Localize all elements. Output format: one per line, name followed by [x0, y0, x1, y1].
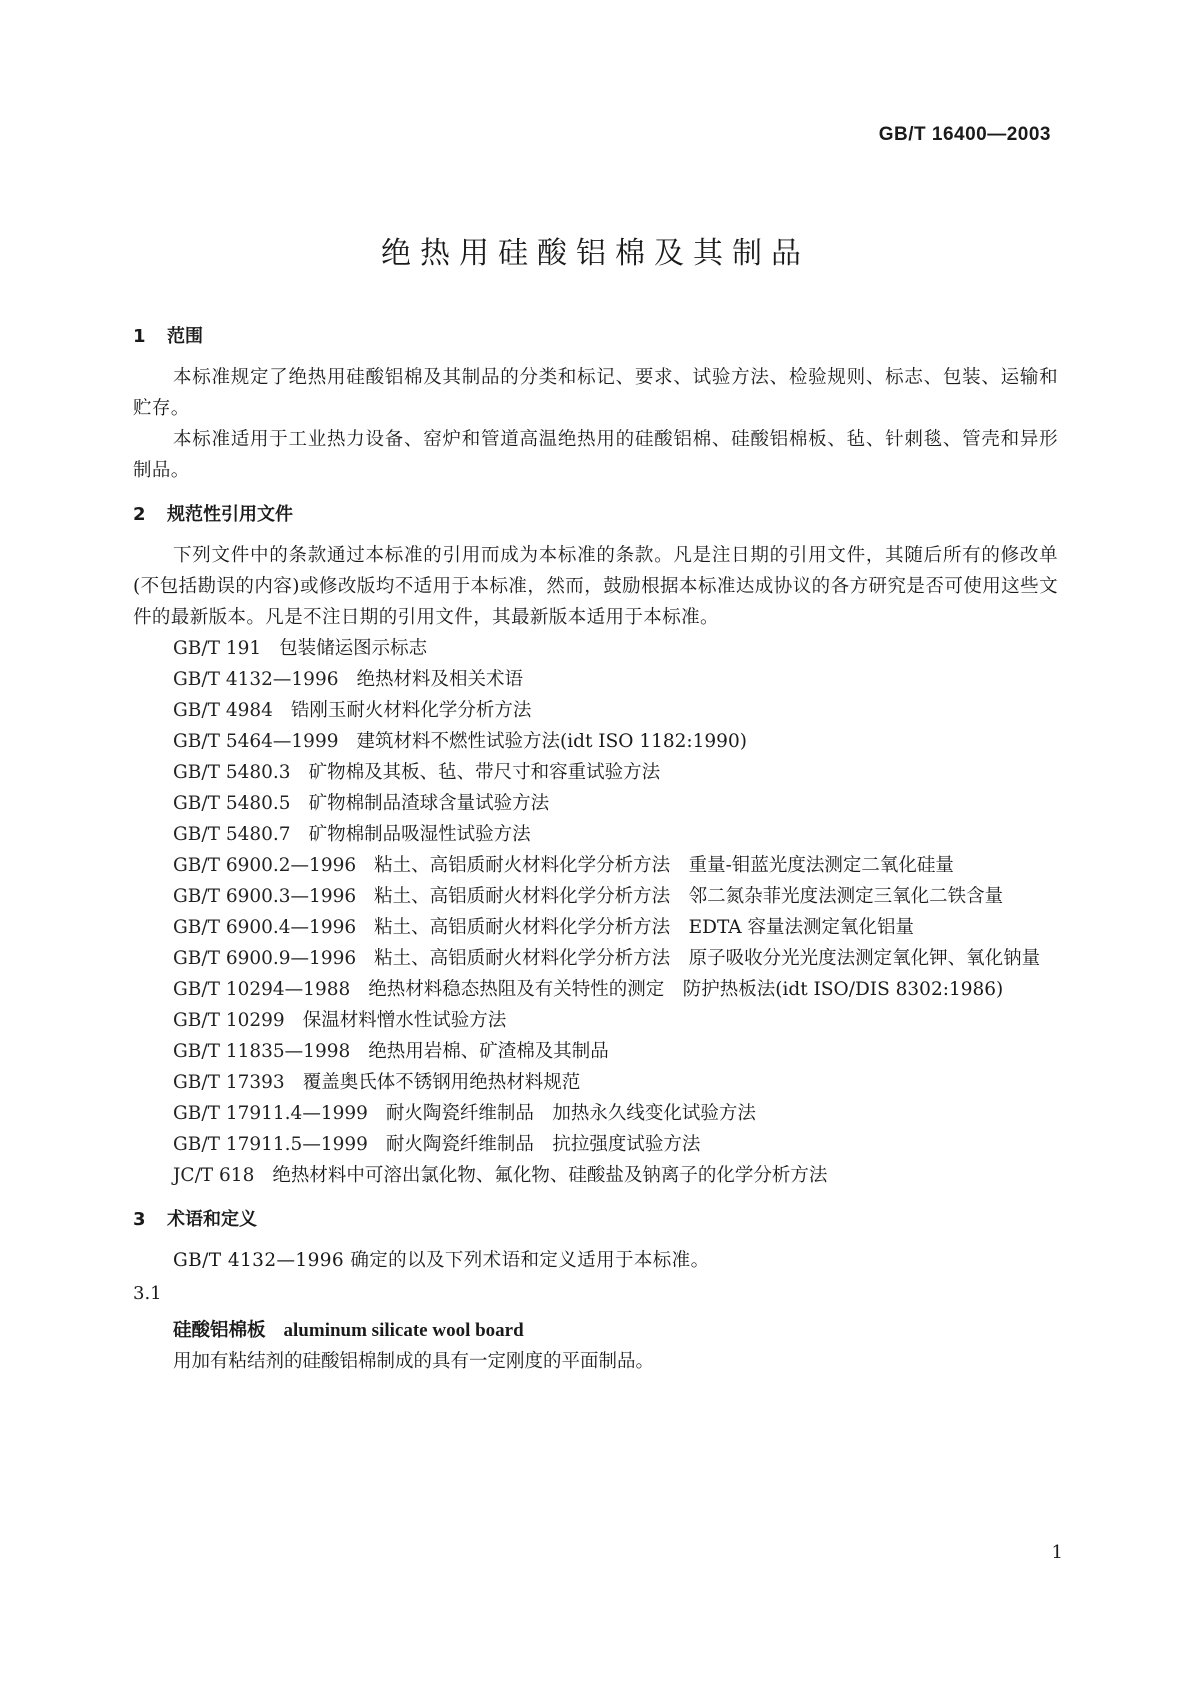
- term-english: aluminum silicate wool board: [283, 1320, 524, 1341]
- reference-title: 覆盖奥氏体不锈钢用绝热材料规范: [302, 1072, 581, 1093]
- section-number: 1: [133, 326, 146, 347]
- reference-item: [173, 788, 1058, 819]
- reference-item: [173, 819, 1058, 850]
- reference-code: GB/T 4984: [173, 700, 273, 721]
- reference-item: [173, 695, 1058, 726]
- term-definition: 用加有粘结剂的硅酸铝棉制成的具有一定刚度的平面制品。: [173, 1351, 655, 1372]
- reference-title: 粘土、高铝质耐火材料化学分析方法 原子吸收分光光度法测定氧化钾、氧化钠量: [374, 948, 1041, 969]
- reference-title: 保温材料憎水性试验方法: [302, 1010, 507, 1031]
- reference-item: [173, 943, 1058, 974]
- reference-title: 建筑材料不燃性试验方法(idt ISO 1182:1990): [356, 731, 747, 752]
- reference-title: 矿物棉制品渣球含量试验方法: [308, 793, 550, 814]
- section-number: 2: [133, 504, 146, 525]
- reference-title: 粘土、高铝质耐火材料化学分析方法 重量-钼蓝光度法测定二氧化硅量: [374, 855, 954, 876]
- reference-code: GB/T 17911.4—1999: [173, 1103, 368, 1124]
- reference-code: GB/T 5480.7: [173, 824, 291, 845]
- reference-code: GB/T 5480.3: [173, 762, 291, 783]
- reference-title: 绝热材料稳态热阻及有关特性的测定 防护热板法(idt ISO/DIS 8302:1986): [368, 979, 1004, 1000]
- reference-list: [173, 633, 1058, 1191]
- reference-title: 粘土、高铝质耐火材料化学分析方法 EDTA 容量法测定氧化铝量: [374, 917, 915, 938]
- reference-code: GB/T 10299: [173, 1010, 285, 1031]
- reference-item: [173, 1036, 1058, 1067]
- subclause-number: 3.1: [133, 1283, 162, 1304]
- reference-code: GB/T 5480.5: [173, 793, 291, 814]
- reference-code: GB/T 5464—1999: [173, 731, 339, 752]
- section-2-heading: [133, 500, 1058, 530]
- reference-code: JC/T 618: [173, 1165, 255, 1186]
- scope-paragraph: 本标准适用于工业热力设备、窑炉和管道高温绝热用的硅酸铝棉、硅酸铝棉板、毡、针刺毯、管壳和异形制品。: [133, 429, 1058, 481]
- reference-item: [173, 633, 1058, 664]
- document-title: 绝热用硅酸铝棉及其制品: [381, 236, 810, 271]
- reference-item: [173, 881, 1058, 912]
- reference-title: 粘土、高铝质耐火材料化学分析方法 邻二氮杂菲光度法测定三氧化二铁含量: [374, 886, 1004, 907]
- reference-title: 耐火陶瓷纤维制品 抗拉强度试验方法: [385, 1134, 701, 1155]
- reference-item: [173, 1160, 1058, 1191]
- reference-code: GB/T 191: [173, 638, 262, 659]
- reference-code: GB/T 6900.9—1996: [173, 948, 357, 969]
- section-title: 范围: [167, 326, 203, 347]
- references-intro: 下列文件中的条款通过本标准的引用而成为本标准的条款。凡是注日期的引用文件，其随后所有的修改单(不包括勘误的内容)或修改版均不适用于本标准，然而，鼓励根据本标准达成协议的各方研究是否可使用这些文件的最新版本。凡是不注日期的引用文件，其最新版本适用于本标准。: [133, 545, 1058, 628]
- document-body: [133, 322, 1058, 1377]
- reference-code: GB/T 4132—1996: [173, 669, 339, 690]
- section-title: 术语和定义: [167, 1209, 257, 1230]
- reference-item: [173, 757, 1058, 788]
- reference-code: GB/T 6900.3—1996: [173, 886, 357, 907]
- reference-title: 绝热用岩棉、矿渣棉及其制品: [368, 1041, 609, 1062]
- term-heading: [173, 1315, 1058, 1346]
- section-number: 3: [133, 1209, 146, 1230]
- section-3-heading: [133, 1205, 1058, 1235]
- section-1-heading: [133, 322, 1058, 352]
- reference-title: 矿物棉制品吸湿性试验方法: [308, 824, 531, 845]
- reference-item: [173, 1005, 1058, 1036]
- term-chinese: 硅酸铝棉板: [173, 1320, 266, 1341]
- reference-item: [173, 974, 1058, 1005]
- section-title: 规范性引用文件: [167, 504, 293, 525]
- reference-item: [173, 1098, 1058, 1129]
- reference-item: [173, 850, 1058, 881]
- reference-code: GB/T 17911.5—1999: [173, 1134, 368, 1155]
- standard-number: GB/T 16400—2003: [878, 124, 1051, 145]
- reference-code: GB/T 17393: [173, 1072, 285, 1093]
- reference-code: GB/T 6900.2—1996: [173, 855, 357, 876]
- reference-code: GB/T 11835—1998: [173, 1041, 351, 1062]
- reference-title: 绝热材料及相关术语: [356, 669, 524, 690]
- reference-item: [173, 664, 1058, 695]
- reference-title: 矿物棉及其板、毡、带尺寸和容重试验方法: [308, 762, 661, 783]
- page-number: 1: [1051, 1542, 1063, 1563]
- scope-paragraph: 本标准规定了绝热用硅酸铝棉及其制品的分类和标记、要求、试验方法、检验规则、标志、包装、运输和贮存。: [133, 367, 1058, 419]
- reference-item: [173, 1067, 1058, 1098]
- reference-title: 包装储运图示标志: [279, 638, 428, 659]
- reference-code: GB/T 10294—1988: [173, 979, 351, 1000]
- reference-item: [173, 912, 1058, 943]
- reference-title: 耐火陶瓷纤维制品 加热永久线变化试验方法: [385, 1103, 756, 1124]
- reference-item: [173, 726, 1058, 757]
- reference-item: [173, 1129, 1058, 1160]
- reference-title: 绝热材料中可溶出氯化物、氟化物、硅酸盐及钠离子的化学分析方法: [272, 1165, 828, 1186]
- reference-title: 锆刚玉耐火材料化学分析方法: [290, 700, 532, 721]
- reference-code: GB/T 6900.4—1996: [173, 917, 357, 938]
- terms-intro: GB/T 4132—1996 确定的以及下列术语和定义适用于本标准。: [173, 1250, 710, 1271]
